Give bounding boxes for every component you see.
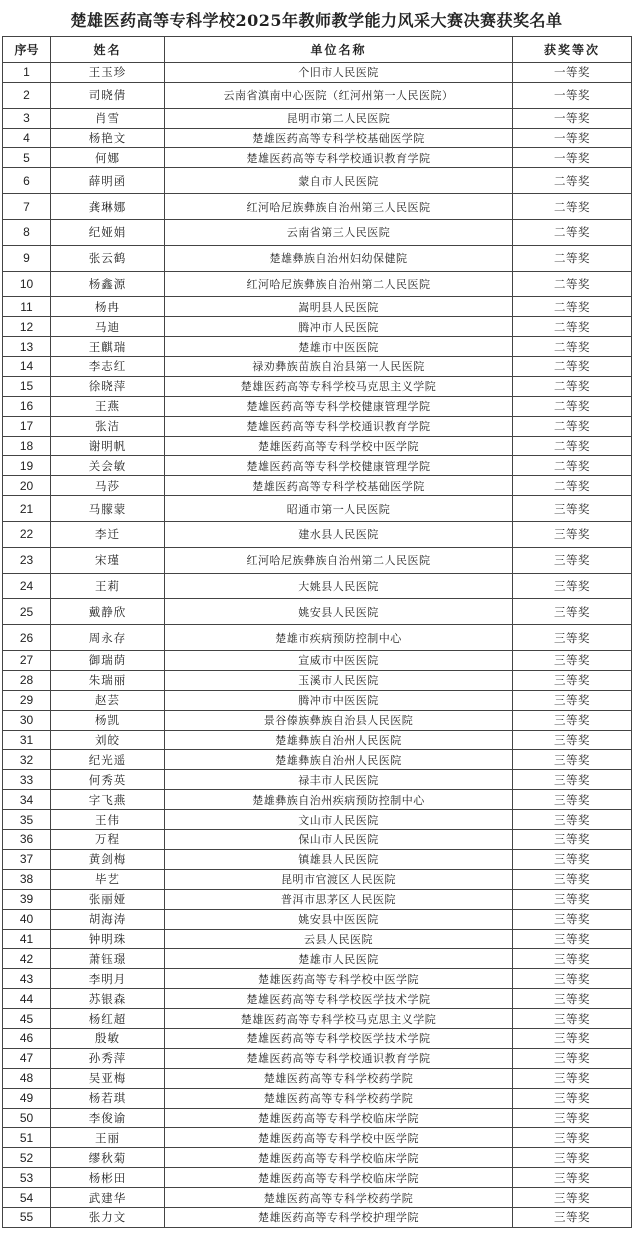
table-row <box>3 690 632 710</box>
cell-no: 1 <box>3 63 51 83</box>
cell-award: 二等奖 <box>513 168 632 194</box>
cell-award: 一等奖 <box>513 108 632 128</box>
cell-unit: 楚雄医药高等专科学校药学院 <box>165 1188 513 1208</box>
cell-unit: 楚雄医药高等专科学校药学院 <box>165 1088 513 1108</box>
cell-award: 三等奖 <box>513 830 632 850</box>
cell-unit: 楚雄医药高等专科学校基础医学院 <box>165 128 513 148</box>
cell-no: 21 <box>3 496 51 522</box>
cell-no: 51 <box>3 1128 51 1148</box>
cell-name: 王莉 <box>51 573 165 599</box>
cell-award: 二等奖 <box>513 245 632 271</box>
table-row <box>3 168 632 194</box>
table-row <box>3 128 632 148</box>
cell-unit: 腾冲市中医医院 <box>165 690 513 710</box>
cell-award: 二等奖 <box>513 337 632 357</box>
cell-no: 53 <box>3 1168 51 1188</box>
cell-name: 萧钰璟 <box>51 949 165 969</box>
cell-award: 三等奖 <box>513 496 632 522</box>
cell-unit: 蒙自市人民医院 <box>165 168 513 194</box>
table-row <box>3 810 632 830</box>
table-row <box>3 869 632 889</box>
cell-name: 杨彬田 <box>51 1168 165 1188</box>
cell-unit: 腾冲市人民医院 <box>165 317 513 337</box>
cell-name: 周永存 <box>51 625 165 651</box>
table-row <box>3 1148 632 1168</box>
cell-unit: 楚雄医药高等专科学校临床学院 <box>165 1108 513 1128</box>
cell-unit: 建水县人民医院 <box>165 522 513 548</box>
cell-no: 31 <box>3 730 51 750</box>
cell-unit: 楚雄医药高等专科学校中医学院 <box>165 1128 513 1148</box>
cell-no: 27 <box>3 651 51 671</box>
cell-name: 杨冉 <box>51 297 165 317</box>
cell-name: 杨鑫源 <box>51 271 165 297</box>
cell-name: 肖雪 <box>51 108 165 128</box>
table-row <box>3 1207 632 1227</box>
cell-unit: 姚安县人民医院 <box>165 599 513 625</box>
cell-name: 谢明帆 <box>51 436 165 456</box>
header-name: 姓名 <box>51 37 165 63</box>
cell-name: 万程 <box>51 830 165 850</box>
cell-name: 司晓倩 <box>51 82 165 108</box>
cell-award: 二等奖 <box>513 476 632 496</box>
cell-unit: 昭通市第一人民医院 <box>165 496 513 522</box>
cell-name: 王玉珍 <box>51 63 165 83</box>
cell-name: 戴静欣 <box>51 599 165 625</box>
cell-no: 2 <box>3 82 51 108</box>
table-row <box>3 194 632 220</box>
cell-no: 43 <box>3 969 51 989</box>
cell-award: 三等奖 <box>513 969 632 989</box>
cell-name: 苏银森 <box>51 989 165 1009</box>
cell-no: 29 <box>3 690 51 710</box>
cell-no: 40 <box>3 909 51 929</box>
cell-unit: 楚雄医药高等专科学校通识教育学院 <box>165 1048 513 1068</box>
cell-unit: 云县人民医院 <box>165 929 513 949</box>
cell-award: 三等奖 <box>513 889 632 909</box>
cell-no: 17 <box>3 416 51 436</box>
cell-no: 30 <box>3 710 51 730</box>
cell-no: 54 <box>3 1188 51 1208</box>
header-award: 获奖等次 <box>513 37 632 63</box>
table-row <box>3 969 632 989</box>
cell-no: 10 <box>3 271 51 297</box>
cell-award: 三等奖 <box>513 730 632 750</box>
cell-unit: 楚雄医药高等专科学校医学技术学院 <box>165 989 513 1009</box>
cell-no: 12 <box>3 317 51 337</box>
cell-award: 一等奖 <box>513 82 632 108</box>
cell-name: 钟明珠 <box>51 929 165 949</box>
cell-unit: 红河哈尼族彝族自治州第二人民医院 <box>165 547 513 573</box>
cell-award: 三等奖 <box>513 1088 632 1108</box>
table-row <box>3 547 632 573</box>
cell-award: 三等奖 <box>513 522 632 548</box>
cell-unit: 云南省第三人民医院 <box>165 219 513 245</box>
cell-award: 二等奖 <box>513 396 632 416</box>
cell-unit: 红河哈尼族彝族自治州第二人民医院 <box>165 271 513 297</box>
cell-name: 杨若琪 <box>51 1088 165 1108</box>
cell-unit: 楚雄医药高等专科学校护理学院 <box>165 1207 513 1227</box>
cell-name: 宋瑾 <box>51 547 165 573</box>
cell-no: 24 <box>3 573 51 599</box>
cell-name: 马朦蒙 <box>51 496 165 522</box>
table-row <box>3 337 632 357</box>
cell-no: 25 <box>3 599 51 625</box>
cell-no: 38 <box>3 869 51 889</box>
cell-unit: 楚雄市人民医院 <box>165 949 513 969</box>
cell-no: 48 <box>3 1068 51 1088</box>
table-row <box>3 1009 632 1029</box>
cell-unit: 楚雄医药高等专科学校中医学院 <box>165 436 513 456</box>
cell-name: 纪光遥 <box>51 750 165 770</box>
cell-unit: 楚雄医药高等专科学校健康管理学院 <box>165 456 513 476</box>
table-row <box>3 730 632 750</box>
cell-no: 16 <box>3 396 51 416</box>
table-row <box>3 376 632 396</box>
cell-award: 二等奖 <box>513 376 632 396</box>
cell-award: 三等奖 <box>513 1048 632 1068</box>
cell-award: 二等奖 <box>513 416 632 436</box>
table-row <box>3 830 632 850</box>
cell-name: 殷敏 <box>51 1028 165 1048</box>
table-row <box>3 949 632 969</box>
cell-award: 三等奖 <box>513 869 632 889</box>
cell-no: 34 <box>3 790 51 810</box>
cell-award: 三等奖 <box>513 750 632 770</box>
cell-award: 三等奖 <box>513 849 632 869</box>
table-row <box>3 396 632 416</box>
cell-award: 三等奖 <box>513 929 632 949</box>
cell-award: 三等奖 <box>513 651 632 671</box>
cell-unit: 楚雄医药高等专科学校通识教育学院 <box>165 416 513 436</box>
cell-award: 三等奖 <box>513 1028 632 1048</box>
cell-no: 47 <box>3 1048 51 1068</box>
cell-name: 王伟 <box>51 810 165 830</box>
cell-name: 李明月 <box>51 969 165 989</box>
cell-name: 杨红超 <box>51 1009 165 1029</box>
cell-award: 三等奖 <box>513 599 632 625</box>
table-row <box>3 357 632 377</box>
cell-no: 14 <box>3 357 51 377</box>
cell-no: 45 <box>3 1009 51 1029</box>
cell-unit: 大姚县人民医院 <box>165 573 513 599</box>
cell-name: 缪秋菊 <box>51 1148 165 1168</box>
table-row <box>3 63 632 83</box>
cell-name: 王丽 <box>51 1128 165 1148</box>
table-row <box>3 790 632 810</box>
cell-unit: 楚雄医药高等专科学校马克思主义学院 <box>165 1009 513 1029</box>
cell-name: 李俊谕 <box>51 1108 165 1128</box>
cell-no: 4 <box>3 128 51 148</box>
table-row <box>3 456 632 476</box>
cell-unit: 昆明市第二人民医院 <box>165 108 513 128</box>
cell-award: 三等奖 <box>513 670 632 690</box>
cell-award: 二等奖 <box>513 456 632 476</box>
cell-name: 字飞燕 <box>51 790 165 810</box>
cell-no: 23 <box>3 547 51 573</box>
cell-unit: 宣威市中医医院 <box>165 651 513 671</box>
cell-name: 马迪 <box>51 317 165 337</box>
cell-award: 一等奖 <box>513 128 632 148</box>
cell-name: 刘皎 <box>51 730 165 750</box>
table-row <box>3 1088 632 1108</box>
cell-award: 二等奖 <box>513 271 632 297</box>
cell-unit: 楚雄彝族自治州人民医院 <box>165 750 513 770</box>
cell-name: 何秀英 <box>51 770 165 790</box>
cell-unit: 楚雄医药高等专科学校基础医学院 <box>165 476 513 496</box>
cell-no: 41 <box>3 929 51 949</box>
cell-unit: 楚雄医药高等专科学校临床学院 <box>165 1148 513 1168</box>
cell-award: 三等奖 <box>513 1188 632 1208</box>
cell-name: 张云鹤 <box>51 245 165 271</box>
cell-unit: 保山市人民医院 <box>165 830 513 850</box>
cell-unit: 景谷傣族彝族自治县人民医院 <box>165 710 513 730</box>
cell-no: 37 <box>3 849 51 869</box>
cell-name: 张丽娅 <box>51 889 165 909</box>
table-row <box>3 1048 632 1068</box>
cell-award: 二等奖 <box>513 194 632 220</box>
cell-name: 王燕 <box>51 396 165 416</box>
table-row <box>3 522 632 548</box>
cell-name: 薛明函 <box>51 168 165 194</box>
cell-award: 三等奖 <box>513 573 632 599</box>
cell-no: 22 <box>3 522 51 548</box>
table-row <box>3 989 632 1009</box>
cell-unit: 楚雄市疾病预防控制中心 <box>165 625 513 651</box>
cell-name: 张力文 <box>51 1207 165 1227</box>
cell-no: 36 <box>3 830 51 850</box>
cell-unit: 红河哈尼族彝族自治州第三人民医院 <box>165 194 513 220</box>
table-row <box>3 889 632 909</box>
cell-unit: 楚雄医药高等专科学校通识教育学院 <box>165 148 513 168</box>
cell-award: 一等奖 <box>513 148 632 168</box>
cell-unit: 楚雄医药高等专科学校马克思主义学院 <box>165 376 513 396</box>
cell-unit: 普洱市思茅区人民医院 <box>165 889 513 909</box>
cell-name: 御瑞荫 <box>51 651 165 671</box>
cell-no: 9 <box>3 245 51 271</box>
cell-no: 44 <box>3 989 51 1009</box>
cell-no: 35 <box>3 810 51 830</box>
cell-award: 三等奖 <box>513 1009 632 1029</box>
cell-award: 三等奖 <box>513 909 632 929</box>
table-header-row <box>3 37 632 63</box>
table-row <box>3 710 632 730</box>
cell-no: 52 <box>3 1148 51 1168</box>
cell-award: 三等奖 <box>513 1168 632 1188</box>
cell-no: 18 <box>3 436 51 456</box>
table-row <box>3 1028 632 1048</box>
cell-unit: 楚雄医药高等专科学校医学技术学院 <box>165 1028 513 1048</box>
cell-unit: 禄劝彝族苗族自治县第一人民医院 <box>165 357 513 377</box>
cell-name: 龚琳娜 <box>51 194 165 220</box>
cell-award: 三等奖 <box>513 1108 632 1128</box>
cell-name: 武建华 <box>51 1188 165 1208</box>
cell-award: 三等奖 <box>513 1207 632 1227</box>
cell-unit: 嵩明县人民医院 <box>165 297 513 317</box>
cell-name: 杨凯 <box>51 710 165 730</box>
cell-unit: 楚雄医药高等专科学校临床学院 <box>165 1168 513 1188</box>
table-row <box>3 1128 632 1148</box>
cell-no: 49 <box>3 1088 51 1108</box>
table-row <box>3 770 632 790</box>
table-row <box>3 476 632 496</box>
cell-award: 三等奖 <box>513 625 632 651</box>
cell-award: 三等奖 <box>513 770 632 790</box>
cell-no: 39 <box>3 889 51 909</box>
cell-no: 15 <box>3 376 51 396</box>
cell-no: 46 <box>3 1028 51 1048</box>
cell-no: 11 <box>3 297 51 317</box>
cell-award: 二等奖 <box>513 357 632 377</box>
cell-name: 纪娅娟 <box>51 219 165 245</box>
cell-unit: 镇雄县人民医院 <box>165 849 513 869</box>
cell-award: 三等奖 <box>513 989 632 1009</box>
cell-name: 孙秀萍 <box>51 1048 165 1068</box>
table-row <box>3 1168 632 1188</box>
cell-award: 三等奖 <box>513 690 632 710</box>
cell-no: 42 <box>3 949 51 969</box>
cell-name: 王麒瑞 <box>51 337 165 357</box>
cell-unit: 楚雄医药高等专科学校中医学院 <box>165 969 513 989</box>
cell-no: 33 <box>3 770 51 790</box>
cell-no: 50 <box>3 1108 51 1128</box>
table-row <box>3 670 632 690</box>
table-row <box>3 625 632 651</box>
cell-name: 张洁 <box>51 416 165 436</box>
table-row <box>3 1068 632 1088</box>
table-row <box>3 108 632 128</box>
cell-unit: 楚雄彝族自治州疾病预防控制中心 <box>165 790 513 810</box>
cell-name: 黄剑梅 <box>51 849 165 869</box>
cell-award: 三等奖 <box>513 949 632 969</box>
table-row <box>3 929 632 949</box>
table-row <box>3 573 632 599</box>
award-table <box>2 36 632 1228</box>
cell-unit: 姚安县中医医院 <box>165 909 513 929</box>
cell-no: 13 <box>3 337 51 357</box>
cell-award: 一等奖 <box>513 63 632 83</box>
cell-unit: 个旧市人民医院 <box>165 63 513 83</box>
table-row <box>3 317 632 337</box>
cell-name: 胡海涛 <box>51 909 165 929</box>
cell-award: 三等奖 <box>513 1148 632 1168</box>
cell-no: 19 <box>3 456 51 476</box>
table-row <box>3 1108 632 1128</box>
cell-no: 55 <box>3 1207 51 1227</box>
table-row <box>3 599 632 625</box>
table-row <box>3 651 632 671</box>
cell-award: 三等奖 <box>513 810 632 830</box>
cell-no: 26 <box>3 625 51 651</box>
cell-no: 3 <box>3 108 51 128</box>
cell-name: 徐晓萍 <box>51 376 165 396</box>
table-body <box>3 63 632 1228</box>
cell-name: 毕艺 <box>51 869 165 889</box>
header-unit: 单位名称 <box>165 37 513 63</box>
cell-name: 吴亚梅 <box>51 1068 165 1088</box>
header-no: 序号 <box>3 37 51 63</box>
cell-unit: 玉溪市人民医院 <box>165 670 513 690</box>
table-row <box>3 849 632 869</box>
cell-name: 李志红 <box>51 357 165 377</box>
page-title: 楚雄医药高等专科学校2025年教师教学能力风采大赛决赛获奖名单 <box>70 11 563 30</box>
cell-name: 李迁 <box>51 522 165 548</box>
cell-name: 马莎 <box>51 476 165 496</box>
table-row <box>3 219 632 245</box>
cell-award: 二等奖 <box>513 297 632 317</box>
table-row <box>3 82 632 108</box>
cell-no: 7 <box>3 194 51 220</box>
cell-unit: 楚雄医药高等专科学校药学院 <box>165 1068 513 1088</box>
cell-name: 赵芸 <box>51 690 165 710</box>
cell-unit: 文山市人民医院 <box>165 810 513 830</box>
cell-no: 32 <box>3 750 51 770</box>
cell-unit: 楚雄彝族自治州人民医院 <box>165 730 513 750</box>
cell-no: 28 <box>3 670 51 690</box>
cell-award: 三等奖 <box>513 547 632 573</box>
cell-unit: 昆明市官渡区人民医院 <box>165 869 513 889</box>
cell-unit: 楚雄市中医医院 <box>165 337 513 357</box>
cell-award: 三等奖 <box>513 710 632 730</box>
cell-unit: 楚雄医药高等专科学校健康管理学院 <box>165 396 513 416</box>
cell-award: 三等奖 <box>513 790 632 810</box>
cell-unit: 云南省滇南中心医院（红河州第一人民医院） <box>165 82 513 108</box>
cell-award: 二等奖 <box>513 436 632 456</box>
cell-no: 20 <box>3 476 51 496</box>
cell-award: 三等奖 <box>513 1128 632 1148</box>
table-row <box>3 909 632 929</box>
cell-award: 二等奖 <box>513 317 632 337</box>
cell-name: 杨艳文 <box>51 128 165 148</box>
cell-unit: 禄丰市人民医院 <box>165 770 513 790</box>
table-row <box>3 436 632 456</box>
table-row <box>3 297 632 317</box>
cell-name: 朱瑞丽 <box>51 670 165 690</box>
table-row <box>3 750 632 770</box>
table-row <box>3 148 632 168</box>
cell-name: 关会敏 <box>51 456 165 476</box>
table-row <box>3 416 632 436</box>
cell-award: 三等奖 <box>513 1068 632 1088</box>
cell-no: 6 <box>3 168 51 194</box>
table-row <box>3 271 632 297</box>
cell-award: 二等奖 <box>513 219 632 245</box>
cell-no: 8 <box>3 219 51 245</box>
table-row <box>3 496 632 522</box>
table-row <box>3 1188 632 1208</box>
cell-unit: 楚雄彝族自治州妇幼保健院 <box>165 245 513 271</box>
cell-name: 何娜 <box>51 148 165 168</box>
cell-no: 5 <box>3 148 51 168</box>
table-row <box>3 245 632 271</box>
